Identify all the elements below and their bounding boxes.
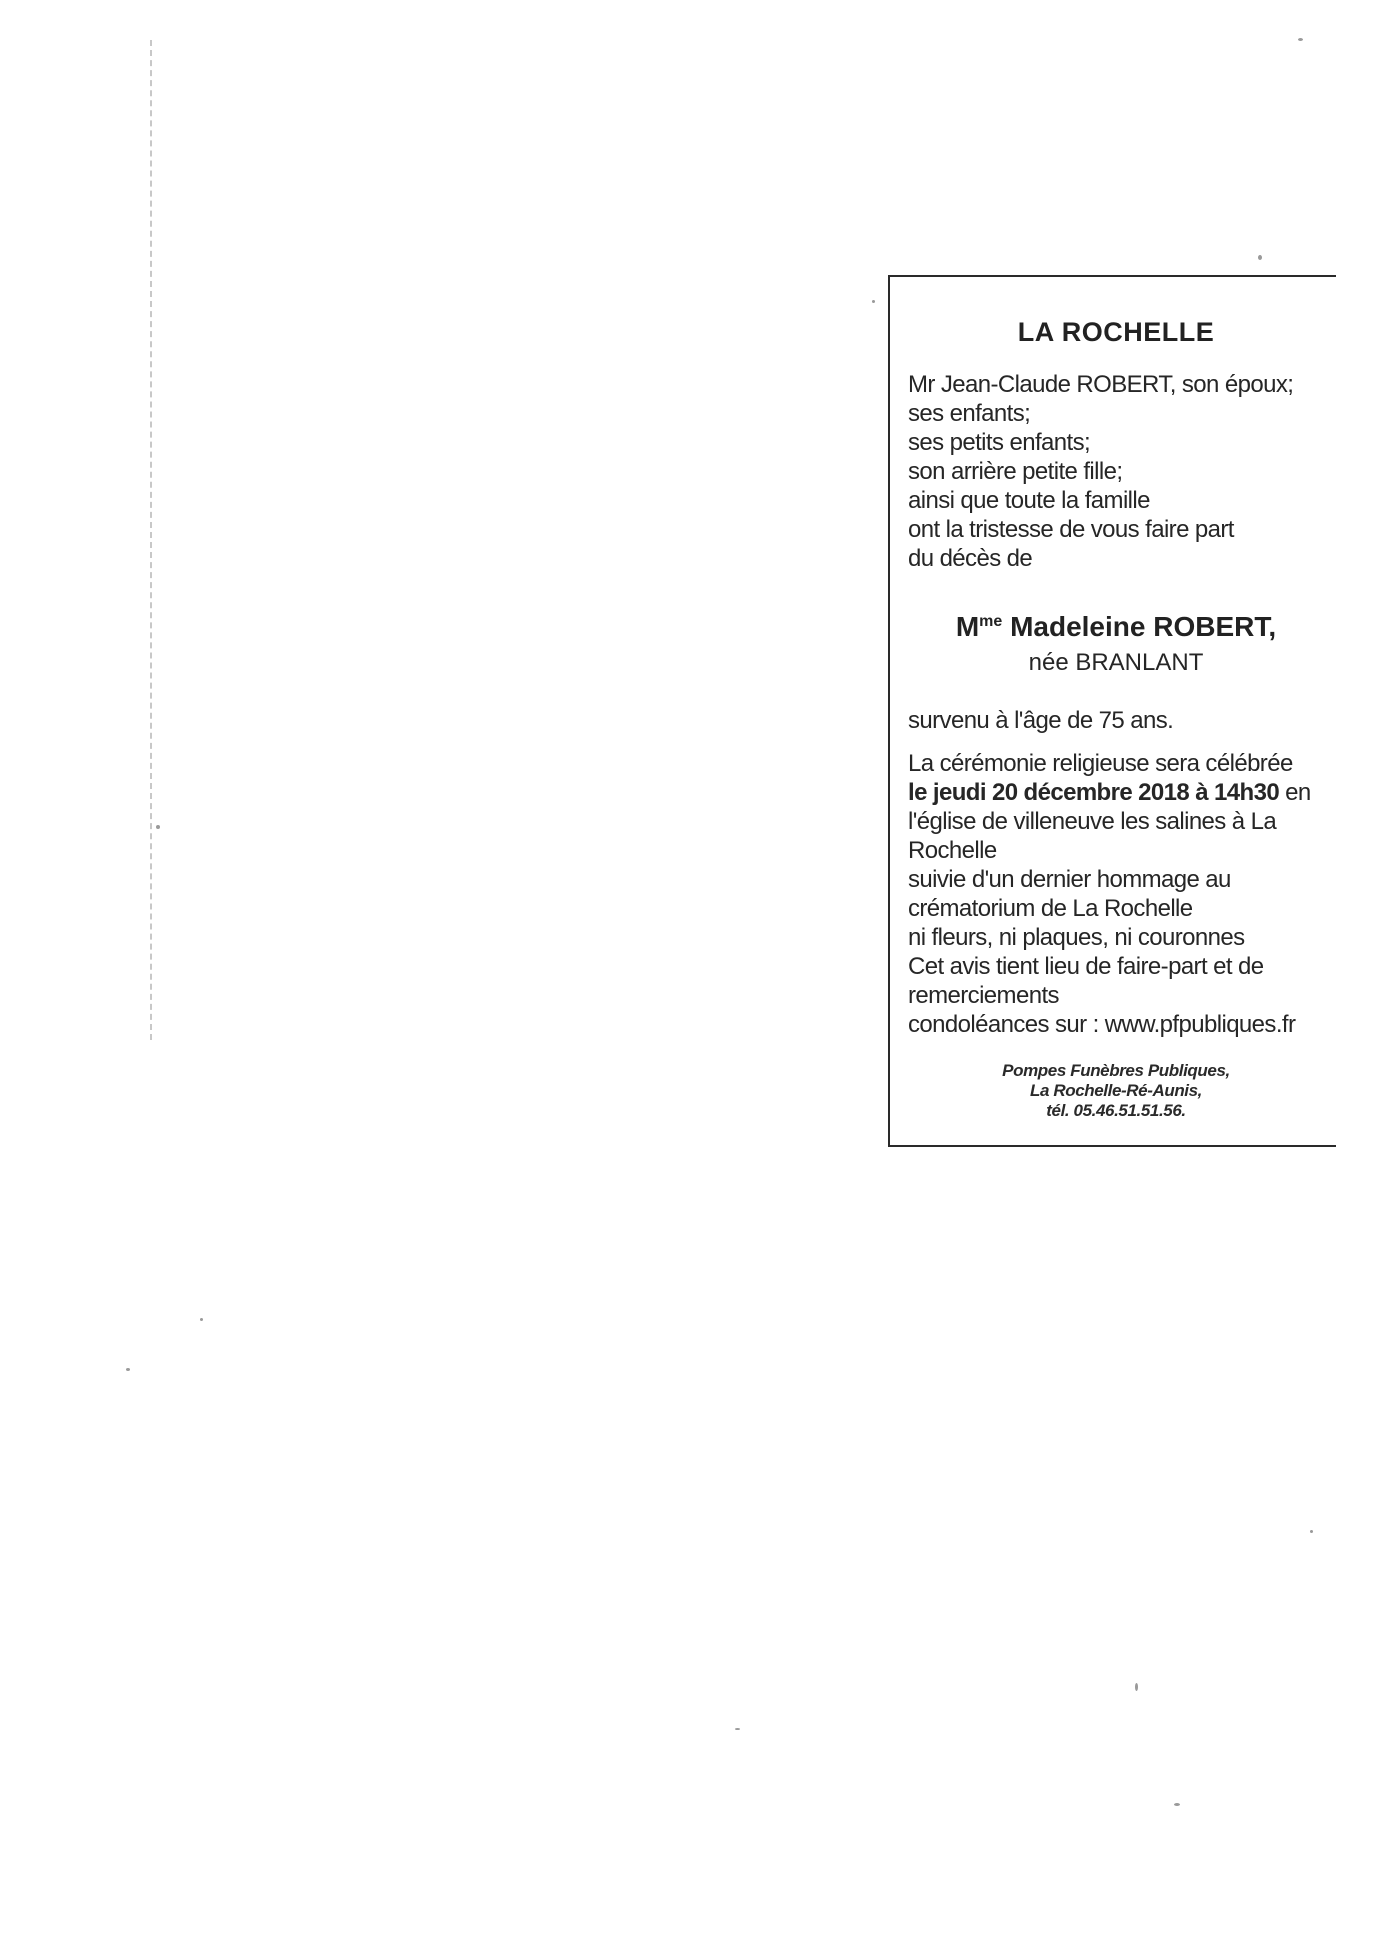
deceased-name: [908, 611, 1324, 643]
scan-speck: [126, 1368, 130, 1371]
ceremony-line: l'église de villeneuve les salines à La: [908, 808, 1277, 835]
family-line: ses petits enfants;: [908, 429, 1091, 456]
family-line: ainsi que toute la famille: [908, 487, 1150, 514]
scan-speck: [1135, 1683, 1138, 1691]
age-line: survenu à l'âge de 75 ans.: [908, 707, 1174, 734]
ceremony-line: Cet avis tient lieu de faire-part et de: [908, 953, 1264, 980]
maiden-name: née BRANLANT: [1028, 649, 1204, 676]
scan-speck: [156, 825, 160, 829]
signature-line: Pompes Funèbres Publiques,: [1002, 1061, 1230, 1080]
ceremony-line: La cérémonie religieuse sera célébrée: [908, 750, 1293, 777]
family-line: ont la tristesse de vous faire part: [908, 516, 1234, 543]
ceremony-line: remerciements: [908, 982, 1059, 1009]
scan-speck: [1258, 255, 1262, 260]
signature-line: La Rochelle-Ré-Aunis,: [1029, 1081, 1203, 1100]
funeral-home-signature: [908, 1061, 1324, 1121]
ceremony-date-suffix: en: [1279, 779, 1311, 806]
ceremony-date: le jeudi 20 décembre 2018 à 14h30: [908, 779, 1280, 806]
deceased-title-sup: me: [979, 613, 1003, 630]
ceremony-line: suivie d'un dernier hommage au: [908, 866, 1231, 893]
obituary-notice: [888, 275, 1336, 1147]
binding-edge-line: [150, 40, 152, 1040]
signature-phone: tél. 05.46.51.51.56.: [1046, 1101, 1186, 1120]
ceremony-line: crématorium de La Rochelle: [908, 895, 1193, 922]
deceased-full-name: Madeleine ROBERT,: [1010, 611, 1277, 642]
scan-speck: [735, 1728, 740, 1730]
family-announcement: [908, 370, 1324, 573]
family-line: ses enfants;: [908, 400, 1031, 427]
family-line: son arrière petite fille;: [908, 458, 1123, 485]
notice-location-title: LA ROCHELLE: [1017, 317, 1215, 347]
scan-speck: [872, 300, 875, 303]
scan-speck: [1298, 38, 1303, 41]
deceased-title: M: [955, 611, 980, 642]
scan-speck: [1310, 1530, 1313, 1533]
ceremony-line: ni fleurs, ni plaques, ni couronnes: [908, 924, 1245, 951]
scan-speck: [1174, 1803, 1180, 1806]
scan-speck: [200, 1318, 203, 1321]
ceremony-line: Rochelle: [908, 837, 997, 864]
family-line: Mr Jean-Claude ROBERT, son époux;: [908, 371, 1294, 398]
condolences-line: condoléances sur : www.pfpubliques.fr: [908, 1011, 1296, 1038]
family-line: du décès de: [908, 545, 1033, 572]
ceremony-details: [908, 749, 1324, 1039]
ceremony-date-line: [908, 778, 1324, 807]
